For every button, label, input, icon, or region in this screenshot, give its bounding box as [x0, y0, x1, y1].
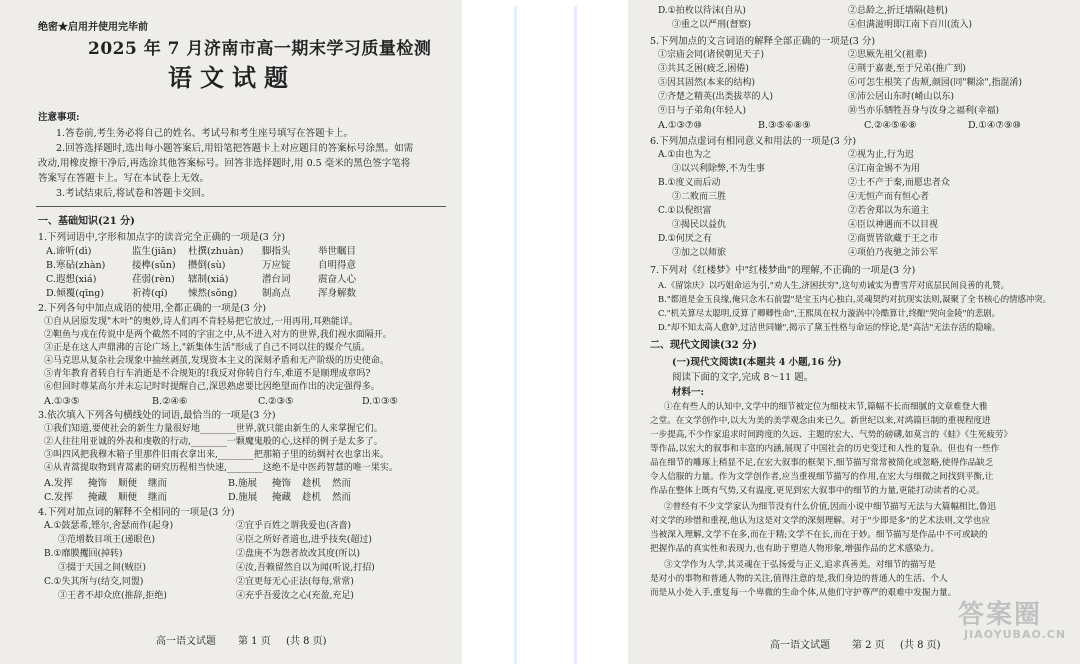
- option-cell: ③二败而三胜: [672, 192, 727, 202]
- option-cell: ⑤因其固然(本来的结构): [658, 78, 756, 88]
- option-cell: A.①鼓瑟希,铿尔,舍瑟而作(起身): [44, 521, 174, 531]
- sentence-item: ④从青蒿提取物到青蒿素的研究历程相当快速,________这绝不是中医药智慧的唯一果实。: [44, 463, 398, 473]
- option-cell: 荏弱(rèn): [132, 274, 175, 285]
- option-cell: ⑧沛公居山东时(崤山以东): [848, 92, 955, 102]
- option-cell: 脚指头: [262, 246, 291, 257]
- footer-page-total: (共 8 页): [286, 636, 327, 647]
- passage-line: 等作品,以宏大的叙事和丰富的内涵,展现了中国社会的历史变迁和人性的复杂。但也有一些作: [650, 444, 1000, 454]
- option-cell: 掩藏: [88, 492, 108, 503]
- option-cell: D.①何厌之有: [658, 234, 712, 244]
- option-cell: A.谛听(dì): [46, 246, 92, 257]
- option-cell: 自明得意: [318, 260, 357, 271]
- note-line: 3.考试结束后,将试卷和答题卡交回。: [56, 188, 211, 199]
- option-cell: 攒倒(sù): [188, 260, 226, 271]
- option-cell: A.①由也为之: [658, 150, 712, 160]
- option-cell: 顺便: [118, 492, 138, 503]
- sentence-item: ⑥但回时尊某高尔并未忘记时时提醒自己,深思熟虑要比因绝望而作出的决定强得多。: [44, 382, 380, 392]
- option-cell: ③范增数目项王(递眼色): [58, 535, 156, 545]
- sentence-item: ②靼鱼与戎在传说中是两个截然不同的字宙之中,从不进入对方的世界,我们视水面隔开。: [44, 330, 392, 340]
- option-cell: ③揭民以益仇: [672, 220, 727, 230]
- question-stem: 7.下列对《红楼梦》中"红楼梦曲"的理解,不正确的一项是(3 分): [650, 265, 916, 276]
- option-cell: ②若舍郑以为东道主: [848, 206, 930, 216]
- passage-line: 一步提高,不少作家追求时间跨度的久远、主题的宏大、气势的磅礴,如莫言的《蛙》《生死疲劳》: [650, 430, 1013, 440]
- option-cell: B.①靡膜攫回(掉转): [44, 549, 123, 559]
- option-cell: ④江南金锡不为用: [848, 164, 921, 174]
- answer-option: D.①③⑤: [362, 396, 398, 407]
- exam-page-1: [0, 0, 462, 664]
- confidential-label: 绝密★启用并使用完毕前: [38, 22, 148, 33]
- reading-instruction: 阅读下面的文字,完成 8～11 题。: [672, 372, 814, 383]
- subject-title: 语文试题: [168, 63, 296, 92]
- option-cell: D.倾覆(qīng): [46, 288, 105, 299]
- option-cell: B.①度义而后动: [658, 178, 721, 188]
- passage-line: 品在细节的雕琢上稍显不足,在宏大叙事的框架下,细节描写常常被简化或忽略,使得作品缺乏: [650, 458, 994, 468]
- option-cell: ②总龄之,折迁墙隔(趁机): [848, 6, 948, 16]
- answer-option: A.①③⑦⑩: [658, 120, 702, 131]
- passage-line: 当被深入理解,文学不在多,而在于精;文学不在长,而在于妙。细节描写是作品中不可或缺的: [650, 530, 988, 540]
- option-cell: 掩藏: [272, 492, 292, 503]
- option-cell: 继而: [148, 478, 168, 489]
- option-cell: 制高点: [262, 288, 291, 299]
- passage-line: 把握作品的真实性和表现力,也有助于塑造人物形象,增强作品的艺术感染力。: [650, 544, 940, 554]
- option-cell: ④臣以神遇而不以目视: [848, 220, 939, 230]
- option-cell: 浑身解数: [318, 288, 357, 299]
- exam-title: 2025 年 7 月济南市高一期末学习质量检测: [88, 39, 432, 59]
- option-cell: C.①失其所与(结交,同盟): [44, 577, 144, 587]
- answer-option: C.②④⑤⑥⑧: [864, 120, 917, 131]
- option-cell: ④项伯乃夜驰之沛公军: [848, 248, 939, 258]
- watermark-url: JIAOYUBAO.CN: [964, 628, 1067, 641]
- question-stem: 5.下列加点的文言词语的解释全部正确的一项是(3 分): [650, 36, 876, 47]
- option-cell: ①宗庙会同(诸侯朝见天子): [658, 50, 765, 60]
- option-cell: 趁机: [302, 478, 322, 489]
- section-heading: 一、基础知识(21 分): [38, 216, 135, 227]
- option-cell: ③掇于天国之间(贼臣): [58, 563, 147, 573]
- answer-option: D."却不知太高人愈妒,过洁世同嫌",揭示了黛玉性格与命运的悖论,是"高洁"无法存活的隐喻。: [658, 322, 1001, 332]
- answer-option: A.《留馀庆》以巧姐命运为引,"劝人生,济困扶穷",这句劝诫实为曹雪芹对底层民间良善的礼赞。: [658, 280, 1010, 290]
- answer-option: C.②③⑤: [258, 396, 294, 407]
- passage-line: 是对小的事物和普通人物的关注,值得注意的是,我们身边的普通人的生活、个人: [650, 574, 948, 584]
- option-cell: ②视为止,行为迟: [848, 150, 914, 160]
- option-cell: 趁机: [302, 492, 322, 503]
- passage-line: ①在有些人的认知中,文学中的细节被定位为细枝末节,篇幅不长而细腻的文章难登大雅: [664, 402, 988, 412]
- option-cell: ⑦齐楚之精英(出类拔萃的人): [658, 92, 774, 102]
- option-cell: ④臣之所好者道也,进乎技矣(超过): [236, 535, 372, 545]
- option-cell: D.施展: [228, 492, 258, 503]
- footer-page-total: (共 8 页): [900, 640, 941, 651]
- passage-line: 对文学的珍惜和重视,他认为这是对文学的深刻理解。对于"少即是多"的艺术法则,文学也应: [650, 516, 990, 526]
- exam-page-2: [628, 0, 1080, 664]
- option-cell: ③以兴利除弊,不为生事: [672, 164, 765, 174]
- option-cell: ②思厥先祖父(祖辈): [848, 50, 928, 60]
- answer-option: B.③⑤⑥⑧⑨: [758, 120, 811, 131]
- page-gap: [462, 0, 628, 664]
- sentence-item: ③正是在这人声鼎沸的言论广场上,"新集体生活"形成了自己不同以往的媒介气质。: [44, 343, 371, 353]
- footer-exam-name: 高一语文试题: [156, 636, 216, 647]
- option-cell: 祈祷(qí): [132, 288, 168, 299]
- option-cell: B.寒砧(zhàn): [46, 260, 106, 271]
- option-cell: 继而: [148, 492, 168, 503]
- option-cell: ③重之以严刑(督察): [672, 20, 752, 30]
- option-cell: ②宜更每无心正法(每每,常常): [236, 577, 354, 587]
- question-stem: 3.依次填入下列各句横线处的词语,最恰当的一项是(3 分): [38, 410, 276, 421]
- subsection-heading: (一)现代文阅读Ⅰ(本题共 4 小题,16 分): [672, 357, 842, 368]
- option-cell: C.①以倪织富: [658, 206, 712, 216]
- option-cell: 接榫(sǔn): [132, 260, 176, 271]
- option-cell: 监生(jiān): [132, 246, 177, 257]
- passage-line: ③文学作为人学,其灵魂在于弘扬爱与正义,追求真善美。对细节的描写是: [664, 560, 936, 570]
- sentence-item: ④马克思从复杂社会现象中抽丝剥茧,发现资本主义的深刻矛盾和无产阶级的历史使命。: [44, 356, 389, 366]
- option-cell: ②盘庚不为怨者故改其度(所以): [236, 549, 361, 559]
- answer-option: C."机关算尽太聪明,反算了卿卿性命",王熙凤在权力漩涡中冷酷算计,终酿"哭向金陵"的悲剧。: [658, 308, 1001, 318]
- divider: [36, 206, 446, 207]
- option-cell: ②宜乎百姓之谓我爱也(吝啬): [236, 521, 352, 531]
- option-cell: ④无恒产而有恒心者: [848, 192, 930, 202]
- answer-option: B.②④⑥: [152, 396, 188, 407]
- passage-line: 之堂。在文学创作中,以大为美的美学观念由来已久。新世纪以来,对鸿篇巨制的重视程度进: [650, 416, 991, 426]
- sentence-item: ①我们知道,要使社会的新生力量很好地________世界,就只能由新生的人来掌握它们。: [44, 424, 383, 434]
- option-cell: 然而: [332, 492, 352, 503]
- option-cell: ⑥可怎生根笑了齿颊,颜园(同"糊涂",指混淆): [848, 78, 1023, 88]
- answer-option: B."都道是金玉良缘,俺只念木石前盟"是宝玉内心独白,灵魂契约对抗现实法则,凝聚了全书核心的情感冲突。: [658, 294, 1052, 304]
- option-cell: D.①拍枚以待沫(自从): [658, 6, 746, 16]
- note-line: 改动,用橡皮擦干净后,再选涂其他答案标号。回答非选择题时,用 0.5 毫米的黑色签字笔将: [38, 158, 411, 169]
- note-line: 1.答卷前,考生务必将自己的姓名、考试号和考生座号填写在答题卡上。: [56, 128, 354, 139]
- note-line: 答案写在答题卡上。写在本试卷上无效。: [38, 173, 210, 184]
- question-stem: 4.下列对加点词的解释不全相同的一项是(3 分): [38, 507, 235, 518]
- option-cell: 辖制(xiá): [188, 274, 229, 285]
- option-cell: ③加之以师旅: [672, 248, 727, 258]
- option-cell: C.发挥: [44, 492, 73, 503]
- option-cell: ③王者不却众庶(推辞,拒绝): [58, 591, 167, 601]
- note-line: 2.回答选择题时,选出每小题答案后,用铅笔把答题卡上对应题目的答案标号涂黑。如需: [56, 143, 414, 154]
- divider: [574, 6, 577, 664]
- sentence-item: ①自从居原发现"木叶"的奥妙,诗人们再不肯轻易把它放过,一用再用,耳熟能详。: [44, 317, 358, 327]
- option-cell: 悚然(sǒng): [188, 288, 238, 299]
- option-cell: ⑩当亦乐牺牲吾身与汝身之福利(幸福): [848, 106, 1000, 116]
- option-cell: ④但满滋明即江南下百川(流入): [848, 20, 973, 30]
- passage-line: ②曾经有不少文学家认为细节没有什么价值,因而小说中细节描写无法与大篇幅相比,鲁迅: [664, 502, 997, 512]
- option-cell: ④汝,吾赖留然自以为闻(听说,打招): [236, 563, 375, 573]
- footer-page-number: 第 2 页: [852, 640, 885, 651]
- option-cell: 万应锭: [262, 260, 291, 271]
- passage-line: 作品在整体上既有气势,又有温度,更见到宏大叙事中的细节的力量,更能打动读者的心灵。: [650, 486, 985, 496]
- sentence-item: ②人往往用亚诚的外表和虔敬的行动,________一颗魔鬼般的心,这样的例子是太多了。: [44, 437, 383, 447]
- passage-line: 而是从小处入手,重复每一个卑微的生命个体,从他们守护尊严的艰难中发掘力量。: [650, 588, 957, 598]
- option-cell: ④荆于嘉妻,至于兄弟(推广到): [848, 64, 966, 74]
- option-cell: 举世瞩目: [318, 246, 357, 257]
- sentence-item: ③叫四风把我穆木箱子里那件旧雨衣拿出来,________把那箱子里的纺绸衬衣也拿出来。: [44, 450, 389, 460]
- watermark-logo: 答案圈: [958, 600, 1043, 630]
- question-stem: 6.下列加点虚词有相同意义和用法的一项是(3 分): [650, 136, 857, 147]
- material-label: 材料一:: [672, 387, 705, 398]
- option-cell: 震奋人心: [318, 274, 357, 285]
- option-cell: 顺便: [118, 478, 138, 489]
- option-cell: 潜台词: [262, 274, 291, 285]
- option-cell: 掩饰: [88, 478, 108, 489]
- option-cell: B.施展: [228, 478, 258, 489]
- section-heading: 二、现代文阅读(32 分): [650, 340, 757, 351]
- option-cell: ⑨日与子弟角(年轻人): [658, 106, 747, 116]
- notes-title: 注意事项:: [38, 112, 80, 123]
- footer-exam-name: 高一语文试题: [770, 640, 830, 651]
- question-stem: 1.下列词语中,字形和加点字的读音完全正确的一项是(3 分): [38, 232, 286, 243]
- question-stem: 2.下列各句中加点成语的使用,全都正确的一项是(3 分): [38, 303, 267, 314]
- option-cell: A.发挥: [44, 478, 73, 489]
- option-cell: 掩饰: [272, 478, 292, 489]
- option-cell: ④充乎吾爱汝之心(充盈,充足): [236, 591, 354, 601]
- sentence-item: ⑤青年教育者转自行车消逝是不合规矩的!我反对你转自行车,难道不是顺理成章吗?: [44, 369, 371, 379]
- option-cell: ③共其乏困(疲乏,困倦): [658, 64, 749, 74]
- option-cell: ②商贾皆欲藏于王之市: [848, 234, 939, 244]
- answer-option: A.①③⑤: [44, 396, 80, 407]
- option-cell: 杜撰(zhuàn): [188, 246, 244, 257]
- option-cell: 然而: [332, 478, 352, 489]
- passage-line: 令人信服的力量。作为文学创作者,应当重视细节描写的作用,在宏大与细微之间找到平衡,让: [650, 472, 994, 482]
- option-cell: ②土不产于秦,而愿忠者众: [848, 178, 950, 188]
- divider: [514, 6, 517, 664]
- answer-option: D.①④⑦⑨⑩: [968, 120, 1021, 131]
- option-cell: C.遐想(xiá): [46, 274, 97, 285]
- footer-page-number: 第 1 页: [238, 636, 271, 647]
